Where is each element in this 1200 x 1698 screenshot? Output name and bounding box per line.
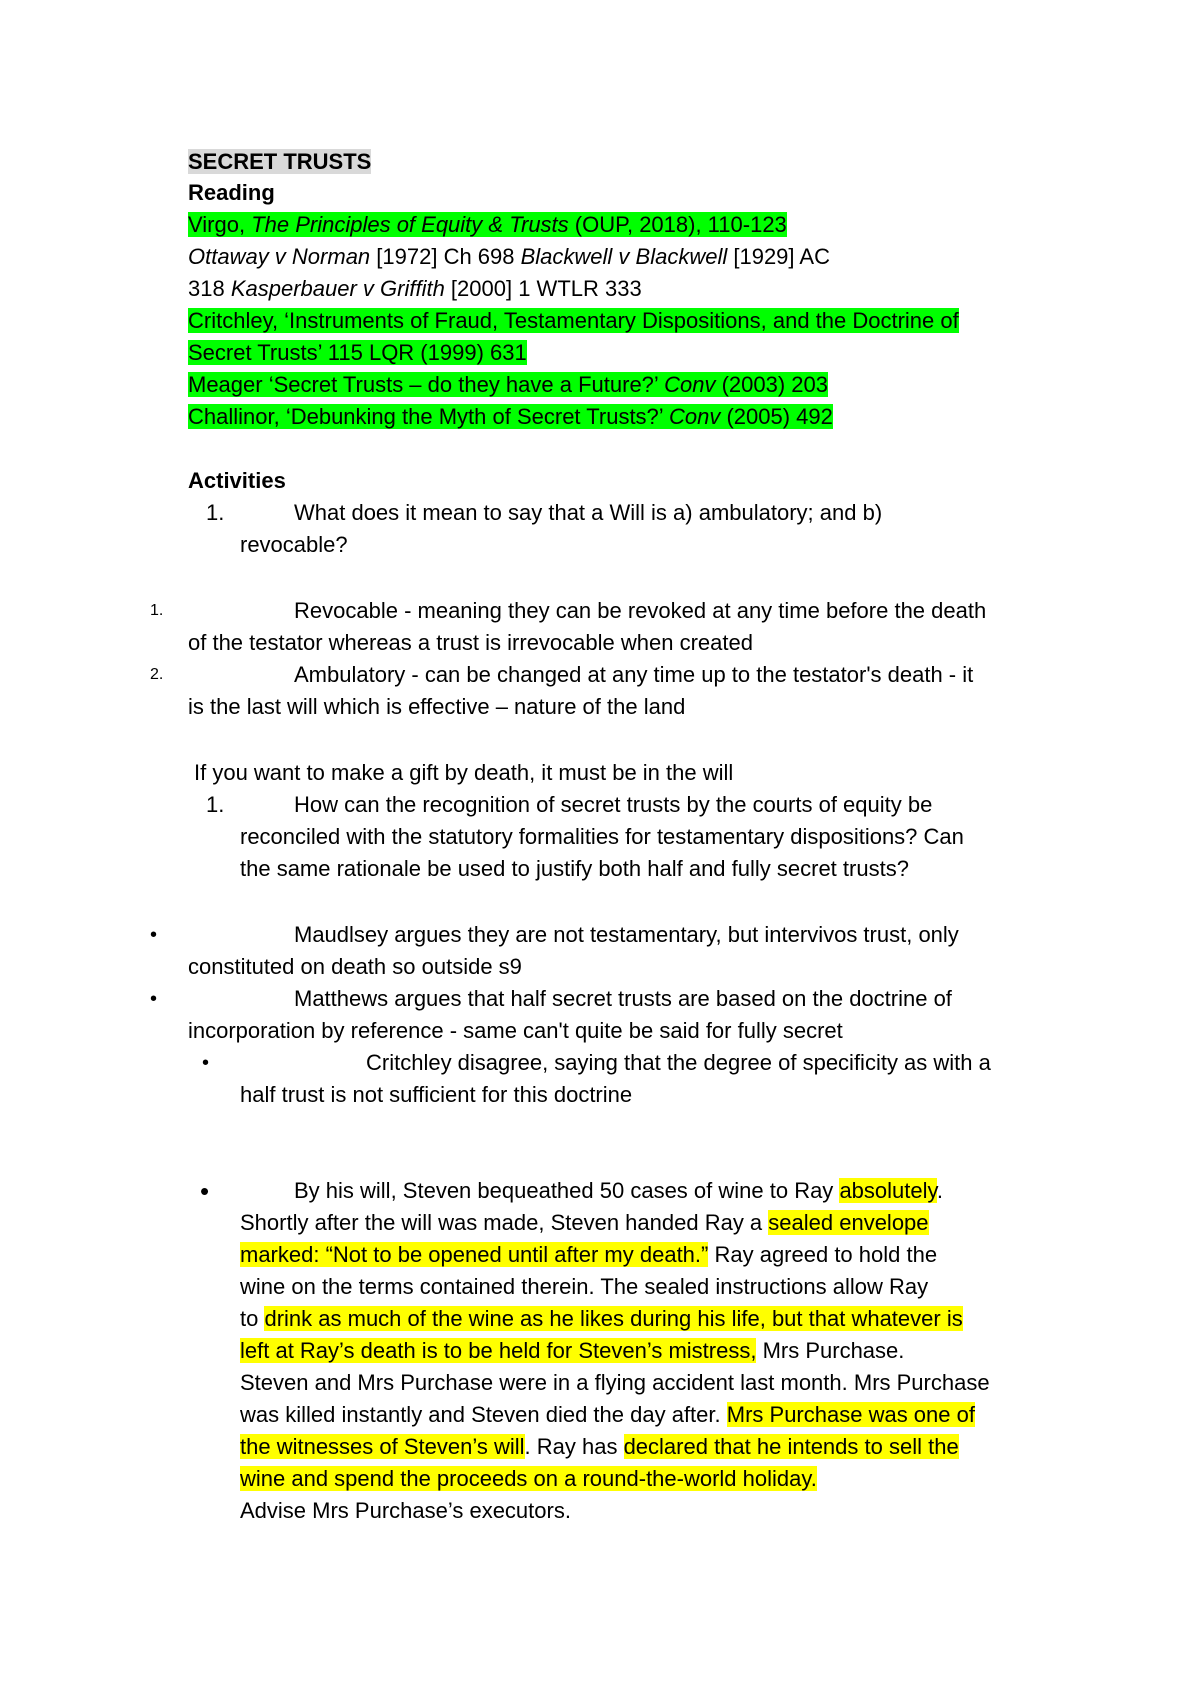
problem-line-2: Shortly after the will was made, Steven handed Ray a sealed envelope bbox=[240, 1210, 929, 1235]
question-1-number: 1. bbox=[206, 500, 225, 525]
bullet-marker: • bbox=[150, 988, 158, 1010]
problem-line-10: wine and spend the proceeds on a round-the-world holiday. bbox=[240, 1466, 817, 1491]
problem-line-11: Advise Mrs Purchase’s executors. bbox=[240, 1498, 571, 1523]
reading-item-critchley: Critchley, ‘Instruments of Fraud, Testamentary Dispositions, and the Doctrine of bbox=[188, 308, 959, 333]
answer-ambulatory-cont: is the last will which is effective – nature of the land bbox=[188, 694, 686, 719]
problem-line-7: Steven and Mrs Purchase were in a flying accident last month. Mrs Purchase bbox=[240, 1370, 990, 1395]
bullet-maudsley: Maudlsey argues they are not testamentary, but intervivos trust, only bbox=[294, 922, 959, 947]
bullet-critchley-cont: half trust is not sufficient for this doctrine bbox=[240, 1082, 633, 1107]
answer-revocable-cont: of the testator whereas a trust is irrevocable when created bbox=[188, 630, 753, 655]
reading-item-challinor: Challinor, ‘Debunking the Myth of Secret Trusts?’ Conv (2005) 492 bbox=[188, 404, 833, 429]
reading-item-critchley-cont: Secret Trusts’ 115 LQR (1999) 631 bbox=[188, 340, 527, 365]
answer-ambulatory: Ambulatory - can be changed at any time up to the testator's death - it bbox=[294, 662, 974, 687]
reading-heading: Reading bbox=[188, 180, 275, 205]
activities-heading: Activities bbox=[188, 468, 286, 493]
question-1-text: What does it mean to say that a Will is a) ambulatory; and b) bbox=[294, 500, 883, 525]
page-title: SECRET TRUSTS bbox=[188, 149, 372, 174]
bullet-marker: • bbox=[200, 1176, 210, 1206]
bullet-marker: • bbox=[202, 1052, 210, 1074]
reading-item-meager: Meager ‘Secret Trusts – do they have a Future?’ Conv (2003) 203 bbox=[188, 372, 828, 397]
question-2-text-cont: reconciled with the statutory formalities for testamentary dispositions? Can bbox=[240, 824, 964, 849]
problem-line-4: wine on the terms contained therein. The sealed instructions allow Ray bbox=[240, 1274, 929, 1299]
bullet-marker: • bbox=[150, 924, 158, 946]
answer-2-number: 2. bbox=[150, 666, 164, 683]
bullet-maudsley-cont: constituted on death so outside s9 bbox=[188, 954, 522, 979]
problem-line-3: marked: “Not to be opened until after my death.” Ray agreed to hold the bbox=[240, 1242, 938, 1267]
question-2-text: How can the recognition of secret trusts by the courts of equity be bbox=[294, 792, 933, 817]
answer-revocable: Revocable - meaning they can be revoked at any time before the death bbox=[294, 598, 987, 623]
reading-item-kasperbauer: 318 Kasperbauer v Griffith [2000] 1 WTLR 333 bbox=[188, 276, 642, 301]
problem-line-6: left at Ray’s death is to be held for Steven’s mistress, Mrs Purchase. bbox=[240, 1338, 905, 1363]
question-2-text-cont2: the same rationale be used to justify both half and fully secret trusts? bbox=[240, 856, 909, 881]
bullet-matthews: Matthews argues that half secret trusts are based on the doctrine of bbox=[294, 986, 952, 1011]
bullet-critchley: Critchley disagree, saying that the degree of specificity as with a bbox=[366, 1050, 991, 1075]
reading-item-cases: Ottaway v Norman [1972] Ch 698 Blackwell v Blackwell [1929] AC bbox=[188, 244, 830, 269]
gift-note: If you want to make a gift by death, it must be in the will bbox=[194, 760, 734, 785]
problem-line-5: to drink as much of the wine as he likes during his life, but that whatever is bbox=[240, 1306, 963, 1331]
question-2-number: 1. bbox=[206, 792, 225, 817]
answer-1-number: 1. bbox=[150, 602, 164, 619]
question-1-text-cont: revocable? bbox=[240, 532, 348, 557]
bullet-matthews-cont: incorporation by reference - same can't quite be said for fully secret bbox=[188, 1018, 843, 1043]
problem-line-9: the witnesses of Steven’s will. Ray has declared that he intends to sell the bbox=[240, 1434, 959, 1459]
reading-item-virgo: Virgo, The Principles of Equity & Trusts (OUP, 2018), 110-123 bbox=[188, 212, 787, 237]
problem-line-1: By his will, Steven bequeathed 50 cases of wine to Ray absolutely. bbox=[294, 1178, 943, 1203]
problem-line-8: was killed instantly and Steven died the day after. Mrs Purchase was one of bbox=[240, 1402, 975, 1427]
